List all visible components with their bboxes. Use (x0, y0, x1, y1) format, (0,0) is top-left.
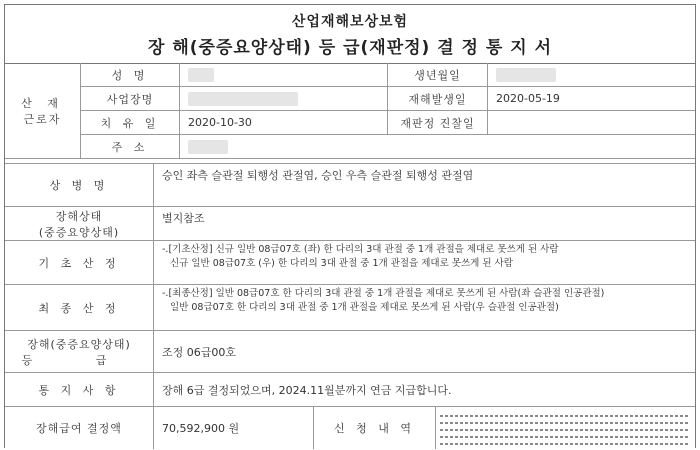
final-calc-line-2: 일반 08급07호 한 다리의 3대 관절 중 1개 관절을 제대로 못쓰게 된 사람(우 슬관절 인공관절) (170, 302, 559, 313)
name-label: 성 명 (111, 68, 149, 82)
document-title-line-1: 산업재해보상보험 (291, 14, 409, 30)
disease-row (5, 163, 695, 207)
basic-calc-value (153, 241, 695, 284)
reexam-value (487, 111, 695, 134)
final-calc-line-1: -.[최종산정] 일반 08급07호 한 다리의 3대 관절 중 1개 관절을 제대로 못쓰게 된 사람(좌 슬관절 인공관절) (162, 288, 605, 299)
notice-row (5, 373, 695, 407)
document-header (5, 5, 695, 64)
redacted-workplace (188, 92, 298, 106)
payment-row (5, 407, 695, 449)
address-label: 주 소 (111, 140, 149, 154)
cure-date-label: 치 유 일 (100, 116, 160, 130)
final-calc-row (5, 285, 695, 331)
worker-group-label-line-2: 근로자 (23, 112, 62, 126)
grade-label (5, 331, 153, 372)
accident-date-label: 재해발생일 (387, 87, 487, 110)
grade-row (5, 331, 695, 373)
worker-group-label-line-1: 산 재 (21, 96, 64, 110)
grade-label-line-2: 등 급 (21, 353, 137, 367)
notice-document (4, 4, 696, 448)
final-calc-value (153, 285, 695, 330)
basic-calc-line-2: 신규 일반 08급07호 (우) 한 다리의 3대 관절 중 1개 관절을 제대로 못쓰게 된 사람 (170, 258, 513, 269)
payment-value: 70,592,900 원 (153, 407, 313, 449)
basic-calc-row (5, 241, 695, 285)
basic-calc-line-1: -.[기초산정] 신규 일반 08급07호 (좌) 한 다리의 3대 관절 중 1개 관절을 제대로 못쓰게 된 사람 (162, 244, 559, 255)
birth-value (487, 63, 695, 86)
worker-row-address (81, 135, 695, 159)
basic-calc-label: 기 초 산 정 (38, 256, 120, 270)
accident-date-value: 2020-05-19 (487, 87, 695, 110)
address-value (179, 135, 695, 158)
disease-label: 상 병 명 (49, 179, 109, 192)
grade-value: 조정 06급00호 (153, 331, 695, 372)
apply-label: 신 청 내 역 (313, 407, 435, 449)
apply-details-fine-print (440, 410, 690, 450)
birth-label: 생년월일 (387, 63, 487, 86)
redacted-birth (496, 68, 556, 82)
grade-label-line-1: 장해(중증요양상태) (27, 337, 131, 351)
cure-date-value: 2020-10-30 (179, 111, 387, 134)
apply-details (435, 407, 695, 449)
state-label-line-1: 장해상태 (55, 209, 103, 223)
state-label (5, 207, 153, 240)
reexam-label: 재판정 진찰일 (387, 111, 487, 134)
workplace-value (179, 87, 387, 110)
payment-label: 장해급여 결정액 (36, 422, 122, 435)
notice-value: 장해 6급 결정되었으며, 2024.11월분까지 연금 지급합니다. (153, 373, 695, 406)
worker-row-name (81, 63, 695, 87)
state-value: 별지참조 (153, 207, 695, 240)
state-label-line-2: (중증요양상태) (38, 225, 120, 239)
redacted-address (188, 140, 228, 154)
worker-row-workplace (81, 87, 695, 111)
worker-row-cure (81, 111, 695, 135)
name-value (179, 63, 387, 86)
state-row (5, 207, 695, 241)
workplace-label: 사업장명 (106, 92, 154, 106)
notice-label: 통 지 사 항 (38, 383, 120, 397)
final-calc-label: 최 종 산 정 (38, 301, 120, 315)
document-title-line-2: 장 해(중증요양상태) 등 급(재판정) 결 정 통 지 서 (147, 38, 553, 58)
worker-group-label (5, 63, 81, 159)
disease-value: 승인 좌측 슬관절 퇴행성 관절염, 승인 우측 슬관절 퇴행성 관절염 (153, 164, 695, 206)
redacted-name (188, 68, 214, 82)
